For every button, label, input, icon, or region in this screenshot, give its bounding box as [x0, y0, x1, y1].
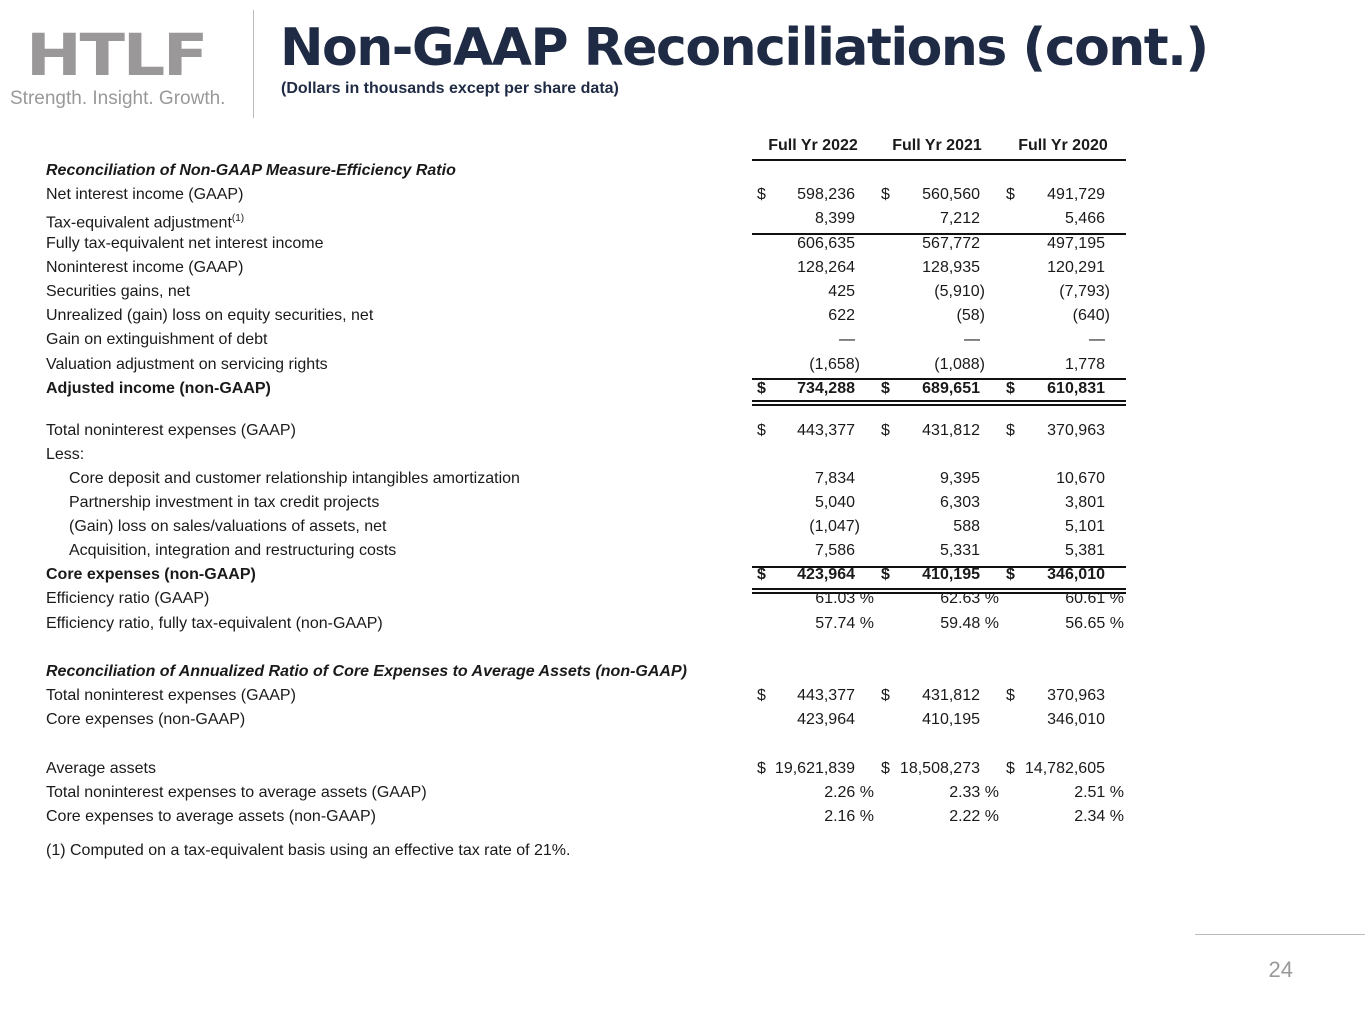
row-label-text: Total noninterest expenses (GAAP) — [46, 422, 296, 439]
table-row — [0, 685, 1200, 707]
currency-symbol: $ — [881, 186, 890, 203]
total-rule-double-1 — [752, 400, 1126, 402]
cell-value: 370,963 — [1047, 422, 1105, 439]
currency-symbol: $ — [757, 687, 766, 704]
cell-value: 128,264 — [797, 259, 855, 276]
cell-value: 431,812 — [922, 422, 980, 439]
currency-symbol: $ — [881, 380, 890, 397]
cell-value: 5,101 — [1064, 518, 1105, 535]
table-row — [0, 492, 1200, 514]
cell-value: 423,964 — [797, 711, 855, 728]
currency-symbol: $ — [881, 422, 890, 439]
cell-value: 588 — [953, 518, 980, 535]
table-row — [0, 806, 1200, 828]
cell-value: 410,195 — [922, 566, 980, 583]
cell-value: 9,395 — [939, 470, 980, 487]
currency-symbol: $ — [757, 186, 766, 203]
table-row — [0, 613, 1200, 635]
cell-value: 61.03 % — [815, 590, 874, 607]
currency-symbol: $ — [1006, 380, 1015, 397]
currency-symbol: $ — [1006, 566, 1015, 583]
currency-symbol: $ — [1006, 760, 1015, 777]
cell-value: 59.48 % — [940, 615, 999, 632]
row-label-text: Acquisition, integration and restructuring costs — [69, 542, 397, 559]
currency-symbol: $ — [881, 760, 890, 777]
cell-value: 7,586 — [814, 542, 855, 559]
row-label-text: Tax-equivalent adjustment — [46, 214, 232, 232]
table-row — [0, 160, 1200, 182]
row-label-text: Unrealized (gain) loss on equity securities, net — [46, 307, 374, 324]
table-row — [0, 184, 1200, 206]
row-label-text: Total noninterest expenses to average assets (GAAP) — [46, 784, 427, 801]
table-row — [0, 420, 1200, 442]
currency-symbol: $ — [881, 687, 890, 704]
total-rule-double-2 — [752, 404, 1126, 406]
table-row — [0, 444, 1200, 466]
page-subtitle: (Dollars in thousands except per share data) — [281, 80, 619, 97]
table-row — [0, 661, 1200, 683]
row-label — [46, 160, 456, 182]
table-row — [0, 378, 1200, 400]
row-label — [46, 782, 427, 804]
table-row — [0, 257, 1200, 279]
cell-value: 120,291 — [1047, 259, 1105, 276]
cell-value: 497,195 — [1047, 235, 1105, 252]
cell-value: 2.33 % — [949, 784, 999, 801]
row-label-text: Efficiency ratio, fully tax-equivalent (non-GAAP) — [46, 615, 383, 632]
table-row — [0, 782, 1200, 804]
cell-value: 2.26 % — [824, 784, 874, 801]
table-row — [0, 305, 1200, 327]
cell-value: 14,782,605 — [1024, 760, 1105, 777]
currency-symbol: $ — [1006, 422, 1015, 439]
row-label — [46, 329, 267, 351]
cell-value: 7,834 — [814, 470, 855, 487]
row-label — [46, 685, 296, 707]
cell-value: 423,964 — [797, 566, 855, 583]
cell-value: 443,377 — [797, 687, 855, 704]
table-row — [0, 329, 1200, 351]
currency-symbol: $ — [757, 760, 766, 777]
row-label-text: Partnership investment in tax credit projects — [69, 494, 380, 511]
cell-value: 62.63 % — [940, 590, 999, 607]
header-divider — [253, 10, 254, 118]
row-label — [46, 233, 323, 255]
cell-value: 425 — [828, 283, 855, 300]
row-label-text: Net interest income (GAAP) — [46, 186, 244, 203]
row-label — [46, 208, 244, 234]
cell-value: 734,288 — [797, 380, 855, 397]
cell-value: 346,010 — [1047, 711, 1105, 728]
cell-value: (5,910) — [934, 283, 985, 300]
row-label-text: Reconciliation of Annualized Ratio of Core Expenses to Average Assets (non-GAAP) — [46, 663, 687, 680]
row-label-text: Securities gains, net — [46, 283, 191, 300]
cell-value: 610,831 — [1047, 380, 1105, 397]
table-row — [0, 516, 1200, 538]
cell-value: (7,793) — [1059, 283, 1110, 300]
row-label — [69, 492, 379, 514]
cell-value: 410,195 — [922, 711, 980, 728]
cell-value: 443,377 — [797, 422, 855, 439]
row-label-text: Noninterest income (GAAP) — [46, 259, 244, 276]
table-row — [0, 564, 1200, 586]
column-header-2021: Full Yr 2021 — [892, 137, 982, 154]
cell-value: 598,236 — [797, 186, 855, 203]
cell-value: (1,088) — [934, 356, 985, 373]
row-label — [46, 184, 243, 206]
cell-value: 2.22 % — [949, 808, 999, 825]
row-label-text: Core expenses to average assets (non-GAAP) — [46, 808, 376, 825]
row-label — [46, 420, 296, 442]
cell-value: 5,381 — [1064, 542, 1105, 559]
row-label-text: Efficiency ratio (GAAP) — [46, 590, 210, 607]
row-label-text: Less: — [46, 446, 85, 463]
row-label-text: Total noninterest expenses (GAAP) — [46, 687, 296, 704]
currency-symbol: $ — [1006, 186, 1015, 203]
cell-value: 56.65 % — [1065, 615, 1124, 632]
table-row — [0, 709, 1200, 731]
cell-value: 7,212 — [939, 210, 980, 227]
cell-value: 2.16 % — [824, 808, 874, 825]
row-label — [69, 540, 396, 562]
table-row — [0, 208, 1200, 230]
row-label — [46, 378, 271, 400]
cell-value: 431,812 — [922, 687, 980, 704]
cell-value: — — [964, 331, 980, 348]
logo-tagline: Strength. Insight. Growth. — [10, 88, 226, 109]
row-label-text: Fully tax-equivalent net interest income — [46, 235, 324, 252]
cell-value: 5,040 — [814, 494, 855, 511]
row-label — [46, 305, 373, 327]
cell-value: — — [839, 331, 855, 348]
currency-symbol: $ — [1006, 687, 1015, 704]
row-label — [69, 516, 387, 538]
footnote-ref: (1) — [231, 213, 245, 224]
cell-value: 370,963 — [1047, 687, 1105, 704]
table-row — [0, 233, 1200, 255]
row-label-text: Average assets — [46, 760, 156, 777]
currency-symbol: $ — [757, 380, 766, 397]
cell-value: (1,047) — [809, 518, 860, 535]
table-row — [0, 758, 1200, 780]
page-title: Non-GAAP Reconciliations (cont.) — [280, 18, 1208, 78]
row-label — [46, 806, 376, 828]
row-label-text: (Gain) loss on sales/valuations of assets, net — [69, 518, 387, 535]
cell-value: 128,935 — [922, 259, 980, 276]
row-label-text: Adjusted income (non-GAAP) — [46, 380, 271, 397]
table-row — [0, 281, 1200, 303]
footnote-text: (1) Computed on a tax-equivalent basis using an effective tax rate of 21%. — [46, 842, 571, 859]
row-label — [46, 661, 687, 683]
cell-value: 567,772 — [922, 235, 980, 252]
cell-value: 2.34 % — [1074, 808, 1124, 825]
cell-value: 3,801 — [1064, 494, 1105, 511]
table-row — [0, 354, 1200, 376]
table-row — [0, 468, 1200, 490]
row-label-text: Gain on extinguishment of debt — [46, 331, 268, 348]
table-row — [0, 540, 1200, 562]
cell-value: 606,635 — [797, 235, 855, 252]
cell-value: 689,651 — [922, 380, 980, 397]
table-row — [0, 588, 1200, 610]
row-label — [46, 281, 190, 303]
row-label — [46, 354, 328, 376]
footer-rule — [1195, 934, 1365, 935]
cell-value: 491,729 — [1047, 186, 1105, 203]
htlf-logo: HTLF — [26, 21, 207, 89]
cell-value: — — [1089, 331, 1105, 348]
cell-value: 6,303 — [939, 494, 980, 511]
currency-symbol: $ — [881, 566, 890, 583]
cell-value: 5,331 — [939, 542, 980, 559]
row-label-text: Reconciliation of Non-GAAP Measure-Efficiency Ratio — [46, 162, 456, 179]
row-label — [46, 613, 383, 635]
column-header-2022: Full Yr 2022 — [768, 137, 858, 154]
cell-value: 60.61 % — [1065, 590, 1124, 607]
row-label — [46, 564, 256, 586]
row-label — [46, 257, 243, 279]
row-label — [46, 758, 156, 780]
currency-symbol: $ — [757, 566, 766, 583]
row-label-text: Valuation adjustment on servicing rights — [46, 356, 328, 373]
cell-value: (640) — [1072, 307, 1110, 324]
cell-value: 5,466 — [1064, 210, 1105, 227]
cell-value: (1,658) — [809, 356, 860, 373]
row-label-text: Core expenses (non-GAAP) — [46, 711, 246, 728]
currency-symbol: $ — [757, 422, 766, 439]
page-number: 24 — [1268, 957, 1293, 982]
cell-value: 18,508,273 — [899, 760, 980, 777]
cell-value: 1,778 — [1064, 356, 1105, 373]
row-label-text: Core expenses (non-GAAP) — [46, 566, 256, 583]
cell-value: 19,621,839 — [774, 760, 855, 777]
column-header-2020: Full Yr 2020 — [1018, 137, 1108, 154]
row-label — [46, 709, 245, 731]
cell-value: (58) — [956, 307, 985, 324]
cell-value: 10,670 — [1056, 470, 1105, 487]
row-label — [46, 444, 84, 466]
row-label — [46, 588, 209, 610]
cell-value: 57.74 % — [815, 615, 874, 632]
cell-value: 346,010 — [1047, 566, 1105, 583]
cell-value: 8,399 — [814, 210, 855, 227]
cell-value: 2.51 % — [1074, 784, 1124, 801]
footnote — [0, 840, 1200, 862]
row-label — [69, 468, 520, 490]
row-label-text: Core deposit and customer relationship intangibles amortization — [69, 470, 520, 487]
cell-value: 622 — [828, 307, 855, 324]
cell-value: 560,560 — [922, 186, 980, 203]
